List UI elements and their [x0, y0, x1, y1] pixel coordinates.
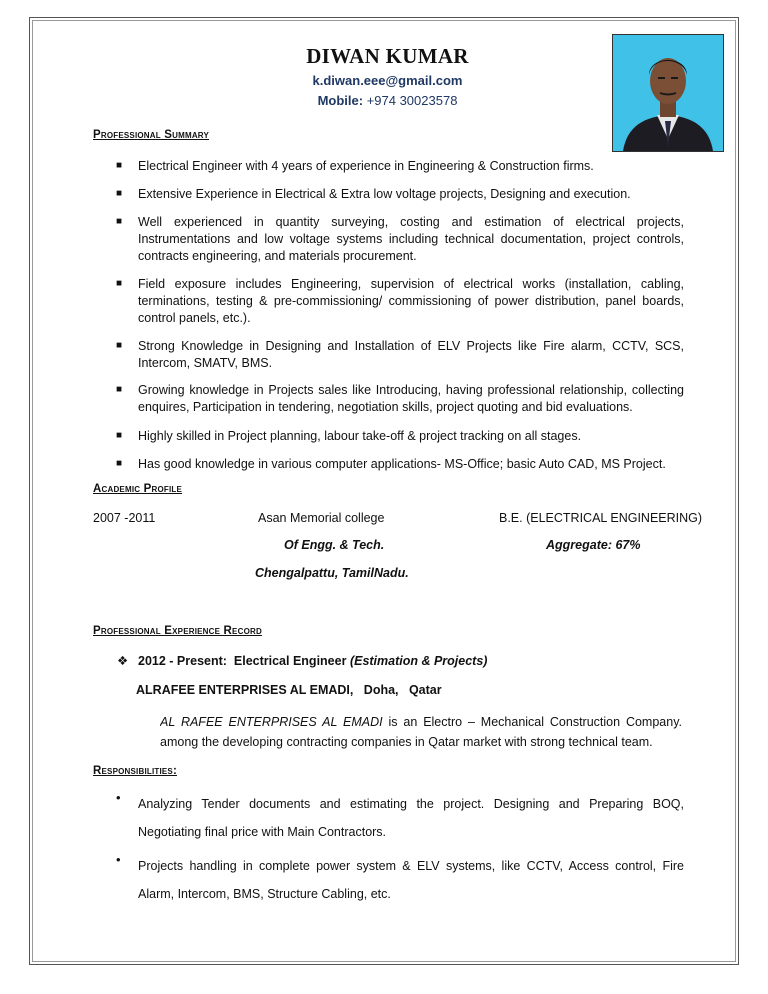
square-bullet-icon: ■	[116, 430, 123, 441]
square-bullet-icon: ■	[116, 340, 123, 351]
email-address: k.diwan.eee@gmail.com	[312, 73, 463, 88]
responsibility-item	[138, 852, 684, 908]
mobile-value: +974 30023578	[366, 93, 458, 108]
experience-role-detail: (Estimation & Projects)	[349, 654, 488, 668]
candidate-name: DIWAN KUMAR	[306, 44, 469, 68]
square-bullet-icon: ■	[116, 216, 123, 227]
experience-desc-line2: among the developing contracting companies in Qatar market with strong technical team.	[160, 735, 653, 749]
responsibility-item-line: Projects handling in complete power system & ELV systems, like CCTV, Access control, Fire	[138, 859, 684, 873]
square-bullet-icon: ■	[116, 160, 123, 171]
profile-photo	[612, 34, 724, 152]
academic-degree: B.E. (ELECTRICAL ENGINEERING)	[499, 511, 703, 525]
company-name-italic: AL RAFEE ENTERPRISES AL EMADI	[160, 715, 383, 729]
summary-item	[138, 276, 684, 327]
summary-item	[138, 456, 684, 473]
responsibilities-heading: Responsibilities:	[93, 765, 177, 777]
experience-company: ALRAFEE ENTERPRISES AL EMADI, Doha, Qatar	[136, 683, 442, 697]
academic-college-line3: Chengalpattu, TamilNadu.	[255, 566, 409, 580]
mobile-number	[300, 93, 475, 108]
experience-heading: Professional Experience Record	[93, 625, 262, 637]
summary-item	[138, 428, 684, 445]
academic-years: 2007 -2011	[93, 511, 156, 525]
summary-item-line: Intercom, SMATV, BMS.	[138, 356, 273, 370]
square-bullet-icon: ■	[116, 458, 123, 469]
summary-item-line: Highly skilled in Project planning, labour take-off & project tracking on all stages.	[138, 429, 582, 443]
experience-role-line	[138, 654, 487, 668]
responsibility-item-line: Negotiating final price with Main Contractors.	[138, 825, 387, 839]
summary-item-line: Extensive Experience in Electrical & Extra low voltage projects, Designing and execution.	[138, 187, 631, 201]
responsibility-item-line: Analyzing Tender documents and estimating the project. Designing and Preparing BOQ,	[138, 797, 684, 811]
summary-item-line: control panels, etc.).	[138, 311, 251, 325]
academic-college: Asan Memorial college	[258, 511, 385, 525]
experience-period: 2012 - Present:	[138, 654, 227, 668]
square-bullet-icon: ■	[116, 384, 123, 395]
experience-description	[160, 712, 682, 752]
summary-item	[138, 382, 684, 416]
summary-heading: Professional Summary	[93, 129, 210, 141]
responsibility-item	[138, 790, 684, 846]
square-bullet-icon: ■	[116, 278, 123, 289]
academic-college-line2: Of Engg. & Tech.	[284, 538, 385, 552]
responsibility-item-line: Alarm, Intercom, BMS, Structure Cabling, etc.	[138, 887, 391, 901]
experience-desc-line1-rest: is an Electro – Mechanical Construction Company.	[388, 715, 682, 729]
portrait-illustration	[613, 35, 723, 151]
academic-aggregate: Aggregate: 67%	[546, 538, 641, 552]
summary-item-line: Has good knowledge in various computer applications- MS-Office; basic Auto CAD, MS Project.	[138, 457, 666, 471]
summary-item-line: Field exposure includes Engineering, supervision of electrical works (installation, cabling,	[138, 277, 684, 291]
summary-item	[138, 186, 684, 203]
mobile-label: Mobile:	[317, 93, 364, 108]
summary-item-line: terminations, testing & pre-commissioning/ commissioning of power distribution, panel boards,	[138, 294, 684, 308]
summary-item-line: Instrumentations and low voltage systems including technical documentation, project controls,	[138, 232, 684, 246]
diamond-bullet-icon: ❖	[117, 654, 129, 668]
summary-item	[138, 158, 684, 175]
experience-role: Electrical Engineer	[233, 654, 347, 668]
summary-item	[138, 338, 684, 372]
round-bullet-icon: •	[116, 852, 121, 867]
round-bullet-icon: •	[116, 790, 121, 805]
square-bullet-icon: ■	[116, 188, 123, 199]
summary-item-line: Electrical Engineer with 4 years of experience in Engineering & Construction firms.	[138, 159, 594, 173]
summary-item	[138, 214, 684, 265]
summary-item-line: Well experienced in quantity surveying, costing and estimation of electrical projects,	[138, 215, 684, 229]
summary-item-line: Growing knowledge in Projects sales like Introducing, having professional relationship, collecting	[138, 383, 684, 397]
summary-item-line: Strong Knowledge in Designing and Installation of ELV Projects like Fire alarm, CCTV, SCS,	[138, 339, 684, 353]
academic-heading: Academic Profile	[93, 483, 183, 495]
experience-desc-line1	[160, 712, 682, 732]
summary-item-line: enquires, Participation in tendering, negotiation skills, project quoting and bid evaluations.	[138, 400, 633, 414]
summary-item-line: contracts engineering, and materials procurement.	[138, 249, 417, 263]
